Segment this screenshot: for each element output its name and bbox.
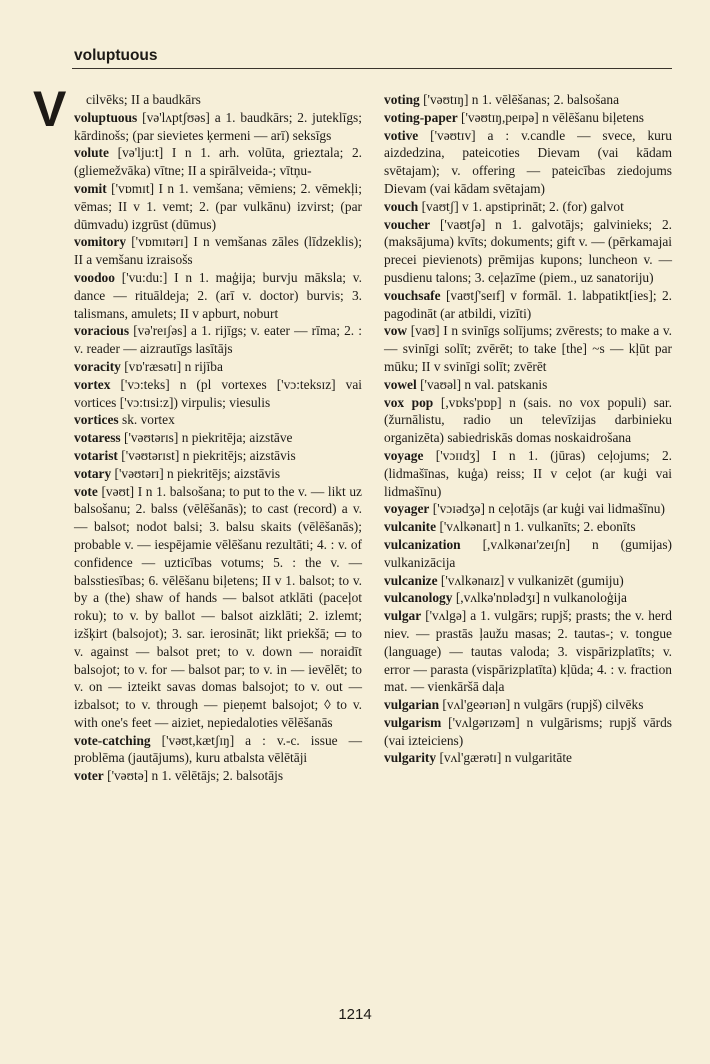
entry-headword: voyager <box>384 501 430 517</box>
entry-headword: vox pop <box>384 394 434 410</box>
dictionary-entry <box>74 411 362 429</box>
entry-definition: ['vəʊt,kætʃɪŋ] a : v.-c. issue — problēma (jautājums), kuru atbalsta vēlētāji <box>74 732 362 766</box>
entry-definition: [,vʌlkə'nɒlədʒɪ] n vulkanoloģija <box>455 590 627 606</box>
entry-headword: vulgarity <box>384 750 437 766</box>
entry-definition: [vaʊtʃ] v 1. apstiprināt; 2. (for) galvot <box>421 198 624 214</box>
running-head: voluptuous <box>74 47 158 64</box>
dictionary-entry <box>74 732 362 768</box>
entry-definition: ['vəʊtə] n 1. vēlētājs; 2. balsotājs <box>107 768 284 784</box>
entry-definition: ['vəʊtərɪst] n piekritējs; aizstāvis <box>121 447 296 463</box>
dictionary-entry <box>74 465 362 483</box>
entry-definition: ['vu:du:] I n 1. maģija; burvju māksla; v. dance — rituāldeja; 2. (arī v. doctor) burvis; 3. talismans, amulets; II v apburt, noburt <box>74 269 362 321</box>
dictionary-entry <box>384 714 672 750</box>
entry-headword: vowel <box>384 376 417 392</box>
entry-definition: [vʌl'gærətɪ] n vulgaritāte <box>439 750 572 766</box>
entry-headword: vulcanize <box>384 572 438 588</box>
entry-headword: voracity <box>74 358 121 374</box>
entry-definition: ['vɒmɪt] I n 1. vemšana; vēmiens; 2. vēmekļi; vēmas; II v 1. vemt; 2. (par vulkānu) izvirst; (par dūmvadu) izgrūst (dūmus) <box>74 180 362 232</box>
dictionary-entry <box>74 91 362 109</box>
dictionary-entry <box>384 287 672 323</box>
dictionary-entry <box>74 358 362 376</box>
entry-definition: [və'lju:t] I n 1. arh. volūta, grieztala; 2. (gliemežvāka) vītne; II a spirālveida-; vītņu- <box>74 145 362 179</box>
entry-definition: sk. vortex <box>121 412 175 428</box>
dictionary-entry <box>384 536 672 572</box>
dictionary-entry <box>74 322 362 358</box>
entry-definition: [,vɒks'pɒp] n (sais. no vox populi) sar. (žurnālistu, radio un televīzijas darbinieku organizēta) sabiedriskās domas noskaidrošana <box>384 394 672 446</box>
entry-definition: [vɒ'ræsətɪ] n rijība <box>124 358 223 374</box>
entry-headword: vulcanology <box>384 590 453 606</box>
entry-definition: [,vʌlkənaɪ'zeɪʃn] n (gumijas) vulkanizācija <box>384 536 672 570</box>
dictionary-entry <box>384 749 672 767</box>
section-letter: V <box>33 81 67 137</box>
entry-headword: vote <box>74 483 98 499</box>
entry-definition: ['vəʊtɪv] a : v.candle — svece, kuru aizdedzina, pateicoties Dievam (vai kādam svētajam); v. offering — pateicības ziedojums Dievam (vai kādam svētajam) <box>384 127 672 196</box>
dictionary-entry <box>384 447 672 500</box>
entry-definition: ['vʌlgərɪzəm] n vulgārisms; rupjš vārds (vai izteiciens) <box>384 714 672 748</box>
dictionary-entry <box>384 500 672 518</box>
entry-headword: votarist <box>74 447 118 463</box>
entry-headword: vow <box>384 323 408 339</box>
dictionary-entry <box>74 233 362 269</box>
entry-definition: ['vɒmɪtərɪ] I n vemšanas zāles (līdzeklis); II a vemšanu izraisošs <box>74 234 362 268</box>
entry-headword: votaress <box>74 430 121 446</box>
right-column <box>384 91 672 767</box>
entry-headword: vulgarian <box>384 697 440 713</box>
entry-headword: voluptuous <box>74 109 138 125</box>
entry-definition: ['vəʊtɪŋ] n 1. vēlēšanas; 2. balsošana <box>423 92 620 107</box>
dictionary-entry <box>384 376 672 394</box>
entry-definition: ['vʌlkənaɪt] n 1. vulkanīts; 2. ebonīts <box>439 519 636 535</box>
entry-definition: [vəʊt] I n 1. balsošana; to put to the v. — likt uz balsošanu; 2. balss (vēlēšanās); to cast (record) a v. — balsot; nodot balsi; 3. balsu skaits (vēlēšanās); probable v. — iespējamie vēlēšanu rezultāti; 4. : v. of confidence — uzticības votums; 5. : the v. — balsstiesības; 6. vēlēšanu biļetens; II v 1. balsot; to v. by a (the) shaw of hands — balsot atklāti (paceļot roku); to v. by ballot — balsot aizklāti; 2. izlemt; izšķirt (balsojot); 3. sar. ierosināt; likt priekšā; ▭ to v. against — balsot pret; to v. down — noraidīt balsojot; to v. for — balsot par; to v. in — ievēlēt; to v. on — izteikt savas domas balsojot; to v. out — izbalsot; to v. through — pieņemt balsojot; ◊ to v. with one's feet — aiziet, nepiedaloties vēlēšanās <box>74 483 362 730</box>
entry-headword: vulcanization <box>384 536 461 552</box>
dictionary-entry <box>384 198 672 216</box>
entry-headword: votary <box>74 465 112 481</box>
entry-definition: [vʌl'geərɪən] n vulgārs (rupjš) cilvēks <box>442 697 644 713</box>
dictionary-entry <box>74 269 362 322</box>
dictionary-entry <box>74 144 362 180</box>
entry-definition: ['vɔ:teks] n (pl vortexes ['vɔ:teksɪz] vai vortices ['vɔ:tɪsi:z]) virpulis; viesulis <box>74 376 362 410</box>
entry-definition: [vaʊtʃ'seɪf] v formāl. 1. labpatikt[ies]; 2. pagodināt (ar atbildi, vizīti) <box>384 287 672 321</box>
entry-headword: voracious <box>74 323 130 339</box>
dictionary-entry <box>384 322 672 375</box>
dictionary-entry <box>384 572 672 590</box>
entry-definition: ['vəʊtɪŋ,peɪpə] n vēlēšanu biļetens <box>461 109 644 125</box>
entry-headword: vulgarism <box>384 714 442 730</box>
entry-headword: vomit <box>74 180 107 196</box>
entry-headword: vouch <box>384 198 419 214</box>
entry-headword: vortex <box>74 376 111 392</box>
entry-definition: ['vaʊtʃə] n 1. galvotājs; galvinieks; 2. (maksājuma) kvīts; dokuments; gift v. — (pērkamajai precei pievienots) prēmijas kupons; luncheon v. — pusdienu talons; 3. ceļazīme (piem., uz sanatoriju) <box>384 216 672 285</box>
dictionary-entry <box>74 376 362 412</box>
entry-definition: ['vʌlkənaɪz] v vulkanizēt (gumiju) <box>440 572 624 588</box>
dictionary-entry <box>384 216 672 287</box>
entry-headword: voodoo <box>74 269 115 285</box>
dictionary-entry <box>384 607 672 696</box>
entry-definition: ['vaʊəl] n val. patskanis <box>420 376 548 392</box>
entry-definition: cilvēks; II a baudkārs <box>86 92 201 107</box>
entry-headword: voucher <box>384 216 431 232</box>
entry-headword: vouchsafe <box>384 287 441 303</box>
entry-definition: [və'reɪʃəs] a 1. rijīgs; v. eater — rīma; 2. : v. reader — aizrautīgs lasītājs <box>74 323 362 357</box>
entry-definition: [vaʊ] I n svinīgs solījums; zvērests; to make a v. — svinīgi solīt; zvērēt; to take [the] ~s — kļūt par mūku; II v svinīgi solīt; zvērēt <box>384 323 672 374</box>
entry-headword: vulgar <box>384 608 422 624</box>
header-rule <box>72 68 672 69</box>
entry-headword: vomitory <box>74 234 127 250</box>
entry-definition: ['vɔɪədʒə] n ceļotājs (ar kuģi vai lidmašīnu) <box>432 501 665 517</box>
dictionary-entry <box>384 91 672 109</box>
dictionary-entry <box>384 109 672 127</box>
entry-headword: vortices <box>74 412 119 428</box>
dictionary-entry <box>384 518 672 536</box>
entry-headword: vote-catching <box>74 732 151 748</box>
entry-definition: ['vʌlgə] a 1. vulgārs; rupjš; prasts; the v. herd niev. — prastās ļaužu masas; 2. tautas-; v. tongue (language) — tautas valoda; 3. vispārizplatīts; v. error — parasta (vispārizplatīta) kļūda; 4. : v. fraction mat. — vienkāršā daļa <box>384 608 672 695</box>
dictionary-entry <box>384 394 672 447</box>
entry-headword: voyage <box>384 447 424 463</box>
entry-definition: [və'lʌptʃʊəs] a 1. baudkārs; 2. juteklīgs; kārdinošs; (par sievietes ķermeni — arī) seksīgs <box>74 109 362 143</box>
entry-headword: voting <box>384 92 420 107</box>
page-number: 1214 <box>338 1006 372 1023</box>
dictionary-entry <box>74 109 362 145</box>
entry-headword: voting-paper <box>384 109 458 125</box>
dictionary-entry <box>74 447 362 465</box>
dictionary-entry <box>74 767 362 785</box>
entry-headword: volute <box>74 145 109 161</box>
entry-headword: vulcanite <box>384 519 437 535</box>
dictionary-entry <box>384 696 672 714</box>
dictionary-entry <box>384 589 672 607</box>
dictionary-entry <box>74 429 362 447</box>
entry-headword: voter <box>74 768 104 784</box>
dictionary-entry <box>384 127 672 198</box>
entry-definition: ['vɔɪɪdʒ] I n 1. (jūras) ceļojums; 2. (lidmašīnas, kuģa) reiss; II v ceļot (ar kuģi vai lidmašīnu) <box>384 447 672 499</box>
dictionary-entry <box>74 483 362 732</box>
entry-headword: votive <box>384 127 419 143</box>
entry-definition: ['vəʊtərɪ] n piekritējs; aizstāvis <box>114 465 281 481</box>
dictionary-entry <box>74 180 362 233</box>
left-column <box>74 91 362 785</box>
entry-definition: ['vəʊtərɪs] n piekritēja; aizstāve <box>123 430 293 446</box>
